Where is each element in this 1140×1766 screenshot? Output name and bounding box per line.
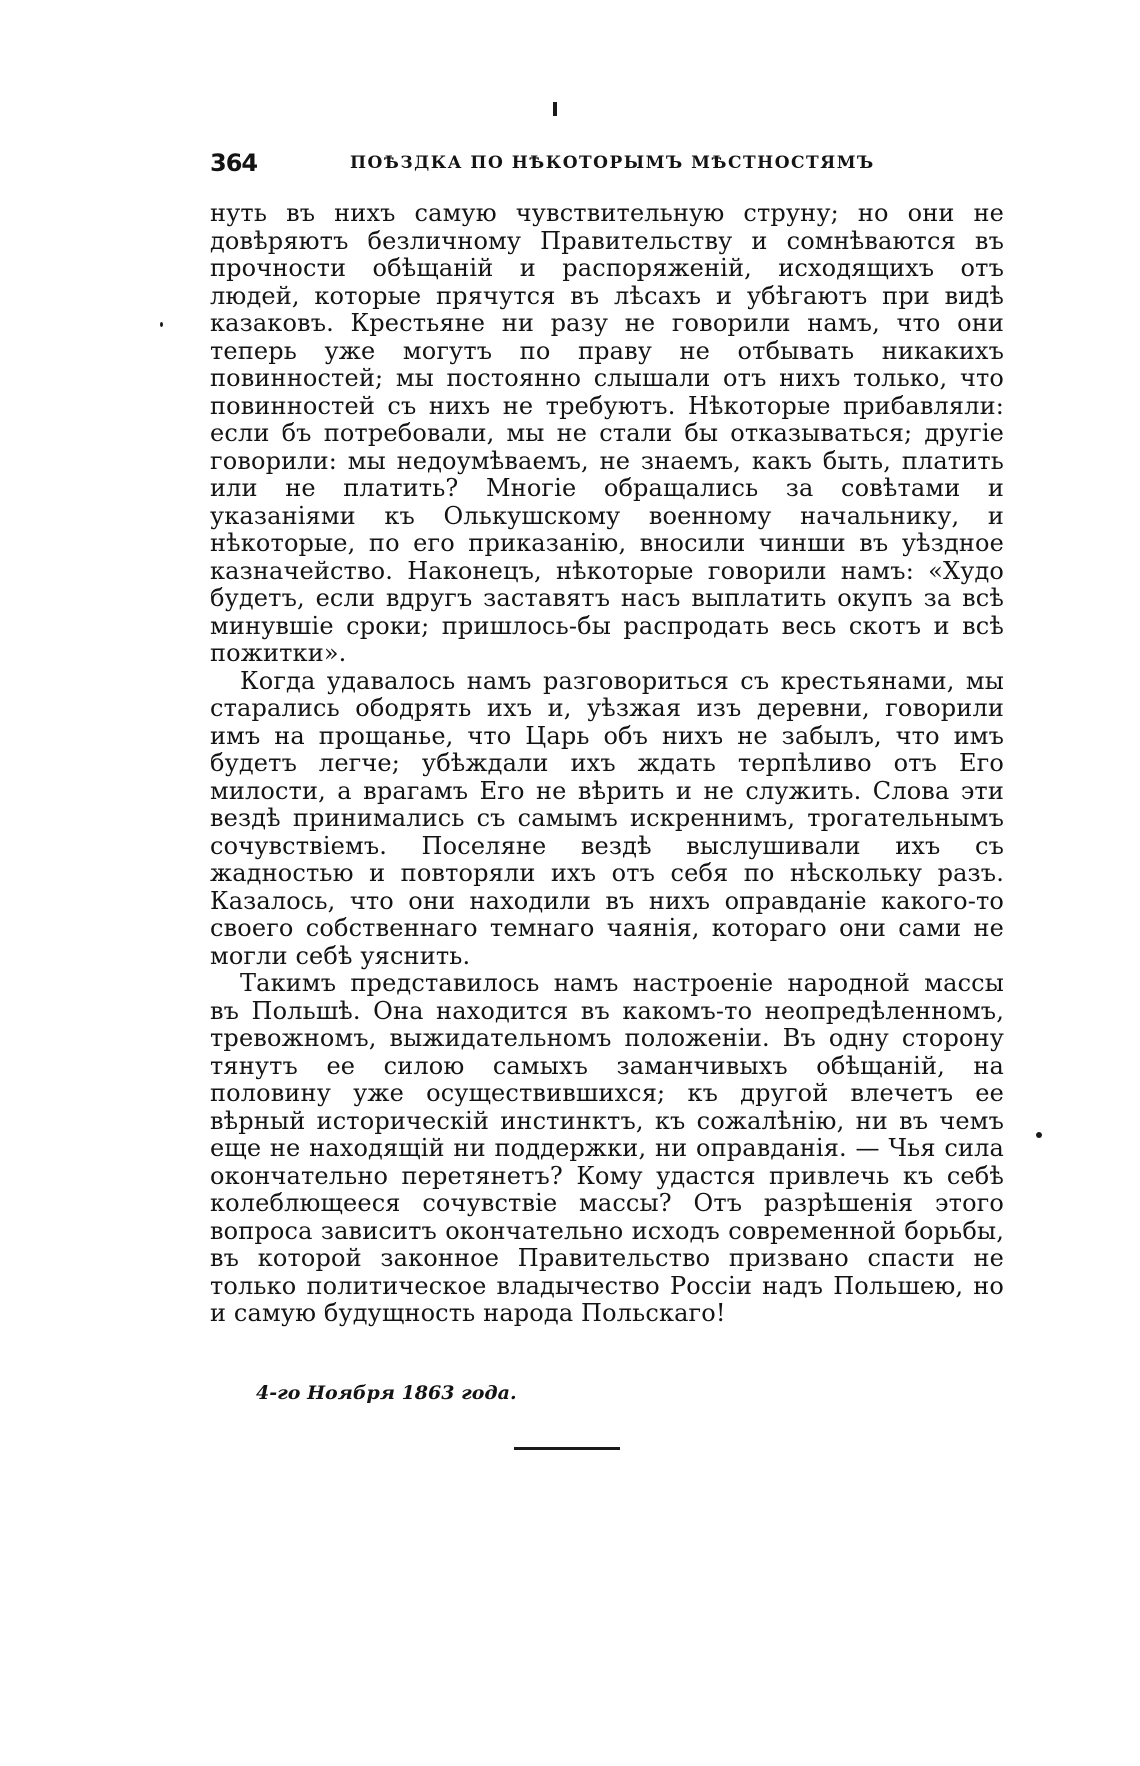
top-ink-mark — [553, 102, 557, 116]
running-head — [210, 148, 1010, 178]
body-text — [210, 200, 1004, 1328]
end-rule — [514, 1447, 620, 1450]
paragraph-mood-of-masses: Такимъ представилось намъ настроеніе народной массы въ Польшѣ. Она находится въ какомъ-то неопредѣленномъ, тревожномъ, выжидательномъ положеніи. Въ одну сторону тянутъ ее силою самыхъ заманчивыхъ обѣщаній, на половину уже осуществившихся; къ другой влечетъ ее вѣрный историческій инстинктъ, къ сожалѣнію, ни въ чемъ еще не находящій ни поддержки, ни оправданія. — Чья сила окончательно перетянетъ? Кому удастся привлечь къ себѣ колеблющееся сочувствіе массы? Отъ разрѣшенія этого вопроса зависитъ окончательно исходъ современной борьбы, въ которой законное Правительство призвано спасти не только политическое владычество Россіи надъ Польшею, но и самую будущность народа Польскаго! — [210, 969, 1004, 1327]
paragraph-peasants-conversation: Когда удавалось намъ разговориться съ крестьянами, мы старались ободрять ихъ и, уѣзжая изъ деревни, говорили имъ на прощанье, что Царь объ нихъ не забылъ, что имъ будетъ легче; убѣждали ихъ ждать терпѣливо отъ Его милости, а врагамъ Его не вѣрить и не служить. Слова эти вездѣ принимались съ самымъ искреннимъ, трогательнымъ сочувствіемъ. Поселяне вездѣ выслушивали ихъ съ жадностью и повторяли ихъ отъ себя по нѣскольку разъ. Казалось, что они находили въ нихъ оправданіе какого-то своего собственнаго темнаго чаянія, котораго они сами не могли себѣ уяснить. — [210, 666, 1004, 970]
margin-ink-dot-left — [160, 322, 163, 327]
paragraph-continued: нуть въ нихъ самую чувствительную струну; но они не довѣряютъ безличному Правительству и сомнѣваются въ прочности обѣщаній и распоряженій, исходящихъ отъ людей, которые прячутся въ лѣсахъ и убѣгаютъ при видѣ казаковъ. Крестьяне ни разу не говорили намъ, что они теперь уже могутъ по праву не отбывать никакихъ повинностей; мы постоянно слышали отъ нихъ только, что повинностей съ нихъ не требуютъ. Нѣкоторые прибавляли: если бъ потребовали, мы не стали бы отказываться; другіе говорили: мы недоумѣваемъ, не знаемъ, какъ быть, платить или не платить? Многіе обращались за совѣтами и указаніями къ Олькушскому военному начальнику, и нѣкоторые, по его приказанію, вносили чинши въ уѣздное казначейство. Наконецъ, нѣкоторые говорили намъ: «Худо будетъ, если вдругъ заставятъ насъ выплатить окупъ за всѣ минувшіе сроки; пришлось-бы распродать весь скотъ и всѣ пожитки». — [210, 199, 1004, 667]
page-number: 364 — [210, 149, 258, 177]
running-title: ПОѢЗДКА ПО НѢКОТОРЫМЪ МѢСТНОСТЯМЪ — [350, 153, 875, 173]
margin-ink-dot — [1036, 1132, 1042, 1138]
date-line: 4-го Ноября 1863 года. — [256, 1382, 517, 1404]
